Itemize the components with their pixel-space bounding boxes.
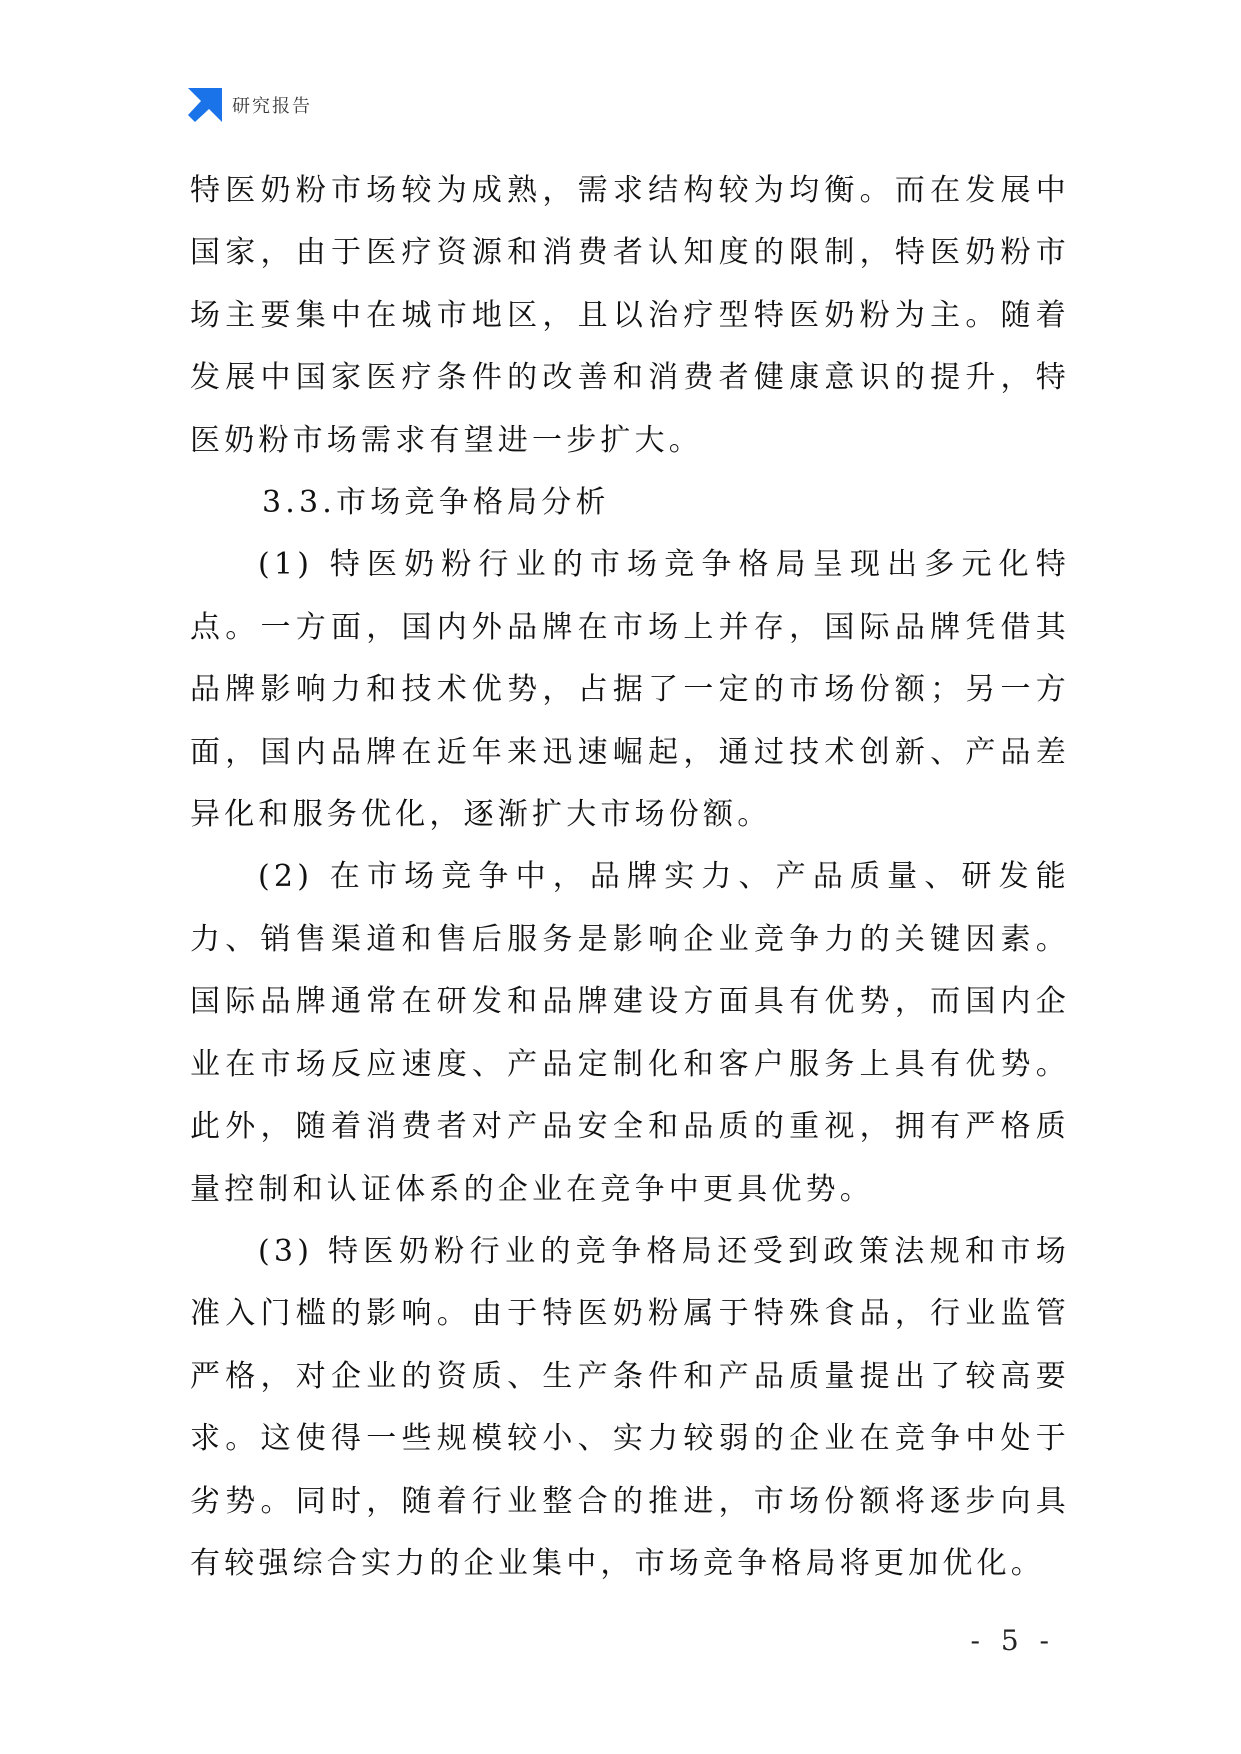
document-body: [190, 160, 1070, 1595]
header-title: 研究报告: [232, 96, 312, 117]
intro-paragraph: 特医奶粉市场较为成熟，需求结构较为均衡。而在发展中国家，由于医疗资源和消费者认知度的限制，特医奶粉市场主要集中在城市地区，且以治疗型特医奶粉为主。随着发展中国家医疗条件的改善和消费者健康意识的提升，特医奶粉市场需求有望进一步扩大。: [190, 173, 1070, 458]
section-item-1: (1) 特医奶粉行业的市场竞争格局呈现出多元化特点。一方面，国内外品牌在市场上并存，国际品牌凭借其品牌影响力和技术优势，占据了一定的市场份额；另一方面，国内品牌在近年来迅速崛起，通过技术创新、产品差异化和服务优化，逐渐扩大市场份额。: [190, 547, 1070, 833]
section-item-3: (3) 特医奶粉行业的竞争格局还受到政策法规和市场准入门槛的影响。由于特医奶粉属于特殊食品，行业监管严格，对企业的资质、生产条件和产品质量提出了较高要求。这使得一些规模较小、实力较弱的企业在竞争中处于劣势。同时，随着行业整合的推进，市场份额将逐步向具有较强综合实力的企业集中，市场竞争格局将更加优化。: [190, 1233, 1070, 1581]
page-number: - 5 -: [970, 1624, 1055, 1657]
arrow-up-right-icon: [188, 88, 222, 122]
section-heading: 3.3.市场竞争格局分析: [262, 485, 610, 521]
report-header: [188, 88, 312, 122]
section-item-2: (2) 在市场竞争中，品牌实力、产品质量、研发能力、销售渠道和售后服务是影响企业竞争力的关键因素。国际品牌通常在研发和品牌建设方面具有优势，而国内企业在市场反应速度、产品定制化和客户服务上具有优势。此外，随着消费者对产品安全和品质的重视，拥有严格质量控制和认证体系的企业在竞争中更具优势。: [190, 859, 1070, 1207]
